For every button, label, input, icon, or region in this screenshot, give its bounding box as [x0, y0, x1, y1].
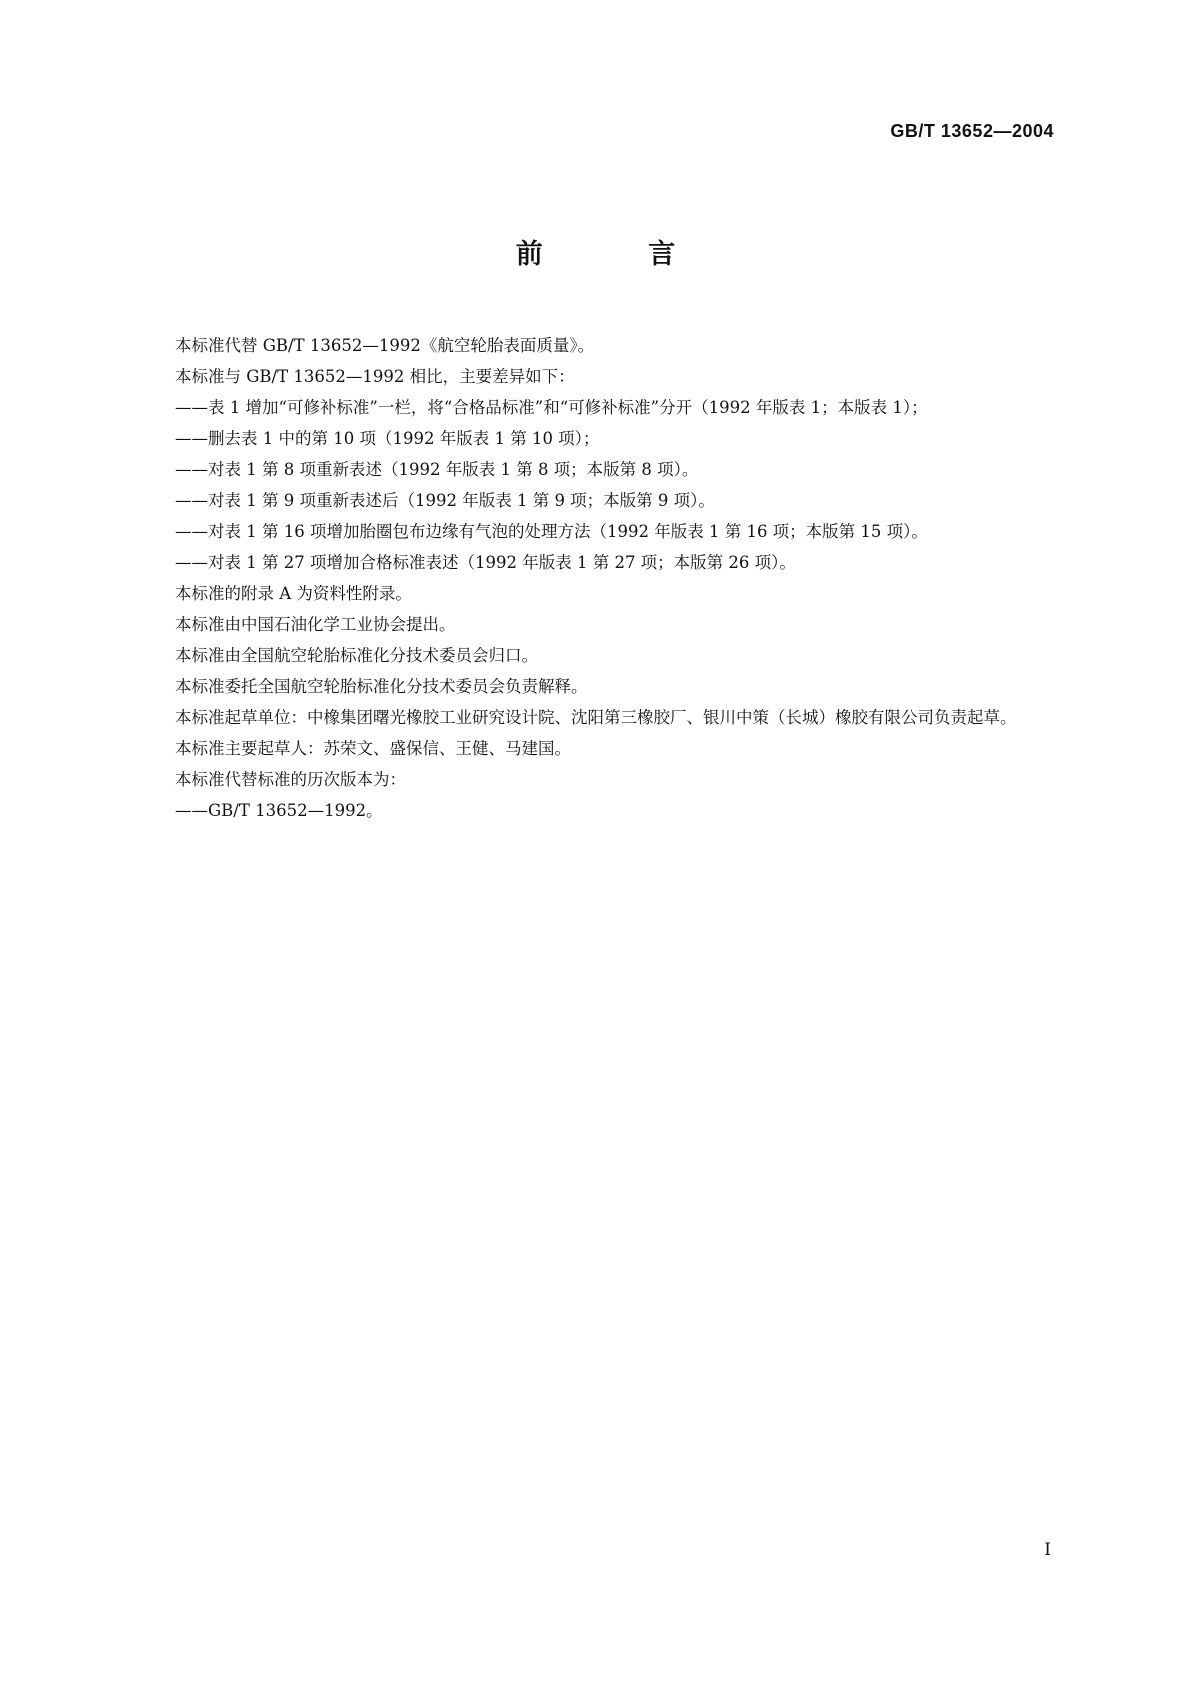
page-title: 前 言 — [515, 239, 724, 270]
difference-item: ——删去表 1 中的第 10 项（1992 年版表 1 第 10 项）； — [175, 429, 600, 448]
standard-code: GB/T 13652—2004 — [890, 121, 1054, 141]
page-number: I — [1044, 1540, 1051, 1560]
difference-item: ——对表 1 第 8 项重新表述（1992 年版表 1 第 8 项；本版第 8 项）。 — [175, 460, 699, 479]
difference-item: ——表 1 增加“可修补标准”一栏，将“合格品标准”和“可修补标准”分开（1992 年版表 1；本版表 1）； — [175, 398, 928, 417]
paragraph-differences-intro: 本标准与 GB/T 13652—1992 相比，主要差异如下： — [175, 367, 575, 386]
paragraph-interpretation: 本标准委托全国航空轮胎标准化分技术委员会负责解释。 — [175, 677, 588, 696]
difference-item: ——对表 1 第 9 项重新表述后（1992 年版表 1 第 9 项；本版第 9 项）。 — [175, 491, 715, 510]
previous-edition-item: ——GB/T 13652—1992。 — [175, 801, 383, 820]
document-body — [133, 330, 1053, 826]
paragraph-previous-editions: 本标准代替标准的历次版本为： — [175, 770, 406, 789]
paragraph-drafting-units: 本标准起草单位：中橡集团曙光橡胶工业研究设计院、沈阳第三橡胶厂、银川中策（长城）橡胶有限公司负责起草。 — [175, 708, 1017, 727]
difference-item: ——对表 1 第 27 项增加合格标准表述（1992 年版表 1 第 27 项；本版第 26 项）。 — [175, 553, 796, 572]
paragraph-proposer: 本标准由中国石油化学工业协会提出。 — [175, 615, 456, 634]
difference-item: ——对表 1 第 16 项增加胎圈包布边缘有气泡的处理方法（1992 年版表 1 第 16 项；本版第 15 项）。 — [175, 522, 928, 541]
paragraph-centralized: 本标准由全国航空轮胎标准化分技术委员会归口。 — [175, 646, 538, 665]
paragraph-replaces: 本标准代替 GB/T 13652—1992《航空轮胎表面质量》。 — [175, 336, 595, 355]
paragraph-drafters: 本标准主要起草人：苏荣文、盛保信、王健、马建国。 — [175, 739, 571, 758]
paragraph-appendix: 本标准的附录 A 为资料性附录。 — [175, 584, 412, 603]
